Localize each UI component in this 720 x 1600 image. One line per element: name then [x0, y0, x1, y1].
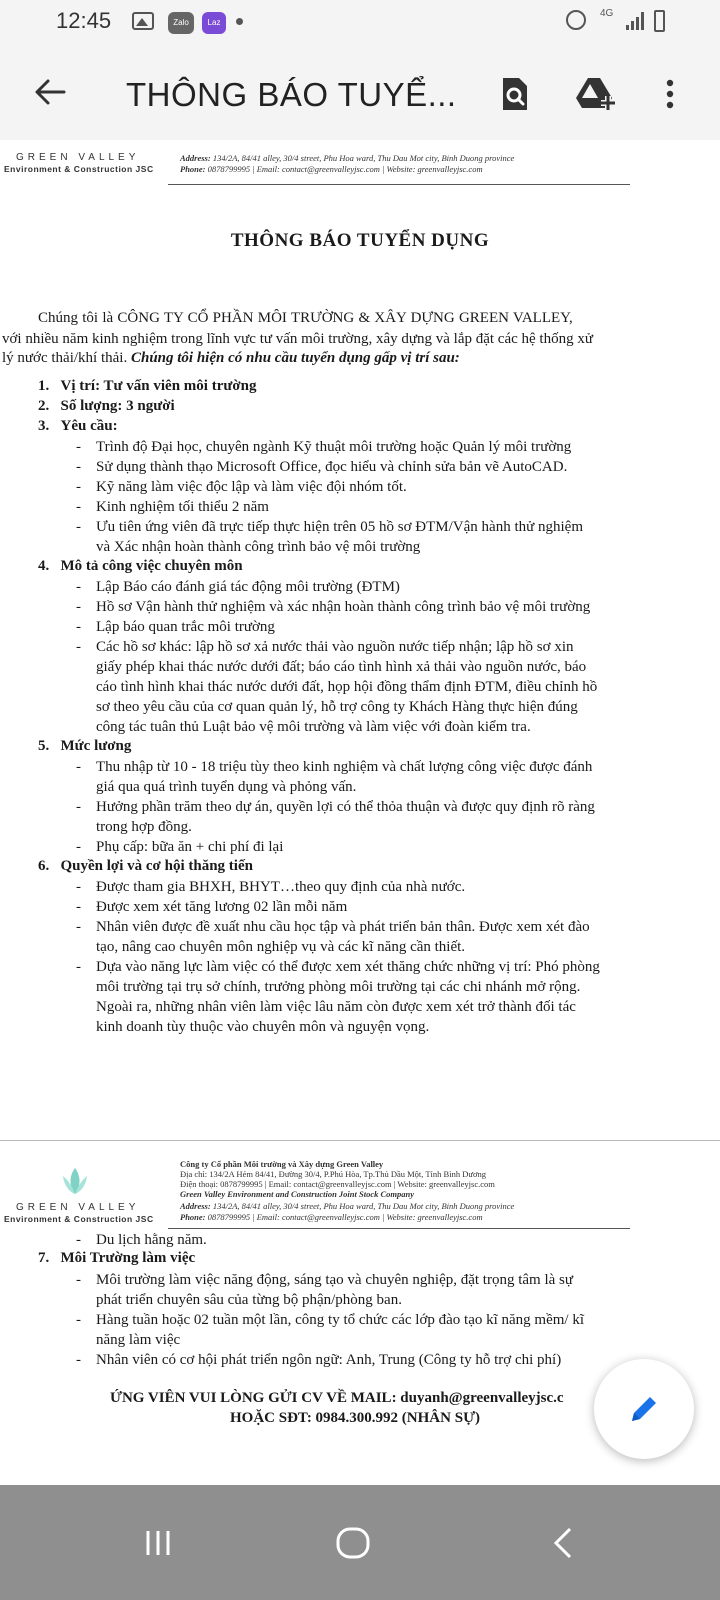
list-item: kinh doanh tùy thuộc vào chuyên môn và nguyện vọng.	[96, 1019, 430, 1035]
list-item: Nhân viên được đề xuất nhu cầu học tập và phát triển bản thân. Được xem xét đào	[96, 919, 590, 935]
bullet-dash: -	[76, 899, 81, 915]
list-item: Phụ cấp: bữa ăn + chi phí đi lại	[96, 839, 284, 855]
lazada-icon: Laz	[202, 12, 226, 34]
list-item: Trình độ Đại học, chuyên ngành Kỹ thuật môi trường hoặc Quản lý môi trường	[96, 439, 572, 455]
list-item: Sử dụng thành thạo Microsoft Office, đọc hiểu và chỉnh sửa bản vẽ AutoCAD.	[96, 459, 568, 475]
list-item: Ngoài ra, những nhân viên làm việc lâu năm còn được xem xét trở thành đối tác	[96, 999, 576, 1015]
section-heading: 7. Môi Trường làm việc	[38, 1250, 196, 1266]
list-item: Môi trường làm việc năng động, sáng tạo và chuyên nghiệp, đặt trọng tâm là sự	[96, 1272, 574, 1288]
doc-search-icon[interactable]	[494, 74, 534, 114]
page-break-divider	[0, 1140, 720, 1141]
list-item: Kinh nghiệm tối thiểu 2 năm	[96, 499, 269, 515]
document-heading: THÔNG BÁO TUYỂN DỤNG	[230, 230, 490, 251]
bullet-dash: -	[76, 479, 81, 495]
intro-line: với nhiều năm kinh nghiệm trong lĩnh vực tư vấn môi trường, xây dựng và lắp đặt các hệ thống xử	[2, 331, 593, 347]
list-item: Được xem xét tăng lương 02 lần mỗi năm	[96, 899, 348, 915]
bullet-dash: -	[76, 879, 81, 895]
list-item: Thu nhập từ 10 - 18 triệu tùy theo kinh nghiệm và chất lượng công việc được đánh	[96, 759, 593, 775]
letterhead-divider	[168, 1228, 630, 1229]
company-logo-text: GREEN VALLEY	[16, 152, 140, 163]
intro-line: lý nước thải/khí thải. Chúng tôi hiện có nhu cầu tuyển dụng gấp vị trí sau:	[2, 350, 460, 366]
list-item: Hàng tuần hoặc 02 tuần một lần, công ty tổ chức các lớp đào tạo kĩ năng mềm/ kĩ	[96, 1312, 585, 1328]
clock: 12:45	[56, 8, 112, 33]
gallery-icon	[132, 12, 154, 30]
list-item: và Xác nhận hoàn thành công trình bảo vệ môi trường	[96, 539, 421, 555]
battery-icon	[654, 10, 665, 32]
letterhead-address: Address: 134/2A, 84/41 alley, 30/4 street, Phu Hoa ward, Thu Dau Mot city, Binh Duong province	[180, 153, 515, 163]
letterhead-vn-name: Công ty Cổ phần Môi trường và Xây dựng Green Valley	[180, 1159, 384, 1169]
intro-line: Chúng tôi là CÔNG TY CỔ PHẦN MÔI TRƯỜNG & XÂY DỰNG GREEN VALLEY,	[38, 310, 573, 326]
list-item: Hưởng phần trăm theo dự án, quyền lợi có thể thỏa thuận và được quy định rõ ràng	[96, 799, 595, 815]
list-item: giấy phép khai thác nước dưới đất; báo cáo tình hình xả thải vào nguồn nước, báo	[96, 659, 587, 675]
bullet-dash: -	[76, 839, 81, 855]
document-page	[0, 140, 720, 1485]
bullet-dash: -	[76, 1312, 81, 1328]
bullet-dash: -	[76, 1232, 81, 1248]
bullet-dash: -	[76, 599, 81, 615]
zalo-icon: Zalo	[168, 12, 194, 34]
list-item: công tác tuân thủ Luật bảo vệ môi trường và làm việc với đoàn kiểm tra.	[96, 719, 531, 735]
bullet-dash: -	[76, 439, 81, 455]
list-item: Hồ sơ Vận hành thử nghiệm và xác nhận hoàn thành công trình bảo vệ môi trường	[96, 599, 591, 615]
letterhead-phone: Phone: 0878799995 | Email: contact@greenvalleyjsc.com | Website: greenvalleyjsc.com	[180, 1212, 483, 1222]
bullet-dash: -	[76, 1272, 81, 1288]
bullet-dash: -	[76, 759, 81, 775]
list-item: tạo, nâng cao chuyên môn nghiệp vụ và các kĩ năng cần thiết.	[96, 939, 466, 955]
letterhead-en-name: Green Valley Environment and Construction Joint Stock Company	[180, 1189, 415, 1199]
status-bar	[0, 0, 720, 48]
bullet-dash: -	[76, 1352, 81, 1368]
list-item: môi trường tại trụ sở chính, trưởng phòng môi trường tại các chi nhánh mở rộng.	[96, 979, 581, 995]
back-arrow-icon[interactable]	[30, 72, 70, 112]
company-logo-subtitle: Environment & Construction JSC	[4, 1214, 154, 1224]
letterhead-vn-address: Địa chỉ: 134/2A Hẻm 84/41, Đường 30/4, P.Phú Hòa, Tp.Thủ Dầu Một, Tỉnh Bình Dương	[180, 1169, 486, 1179]
section-heading: 5. Mức lương	[38, 738, 132, 754]
apply-phone-line: HOẶC SĐT: 0984.300.992 (NHÂN SỰ)	[230, 1410, 480, 1426]
recents-icon[interactable]	[136, 1521, 180, 1565]
bullet-dash: -	[76, 919, 81, 935]
back-icon[interactable]	[542, 1521, 586, 1565]
list-item: cáo tình hình khai thác nước dưới đất, họp hội đồng thẩm định ĐTM, điều chỉnh hồ	[96, 679, 598, 695]
bullet-dash: -	[76, 959, 81, 975]
section-heading: 4. Mô tả công việc chuyên môn	[38, 558, 243, 574]
bullet-dash: -	[76, 619, 81, 635]
section-heading: 6. Quyền lợi và cơ hội thăng tiến	[38, 858, 253, 874]
list-item: Lập báo quan trắc môi trường	[96, 619, 275, 635]
bullet-dash: -	[76, 459, 81, 475]
bullet-dash: -	[76, 499, 81, 515]
list-item: phát triển chuyên sâu của từng bộ phận/phòng ban.	[96, 1292, 402, 1308]
bullet-dash: -	[76, 519, 81, 535]
alarm-icon	[566, 10, 586, 30]
list-item: Du lịch hằng năm.	[96, 1232, 207, 1248]
list-item: giá qua quá trình tuyển dụng và phỏng vấn.	[96, 779, 357, 795]
more-vert-icon[interactable]	[650, 74, 690, 114]
letterhead-divider	[168, 184, 630, 185]
letterhead-vn-phone: Điện thoại: 0878799995 | Email: contact@greenvalleyjsc.com | Website: greenvalleyjsc.com	[180, 1179, 495, 1189]
edit-fab-button[interactable]	[594, 1359, 694, 1459]
list-item: Lập Báo cáo đánh giá tác động môi trường (ĐTM)	[96, 579, 400, 595]
section-heading: 1. Vị trí: Tư vấn viên môi trường	[38, 378, 257, 394]
edit-pencil-icon	[626, 1391, 662, 1427]
letterhead-phone: Phone: 0878799995 | Email: contact@greenvalleyjsc.com | Website: greenvalleyjsc.com	[180, 164, 483, 174]
section-heading: 2. Số lượng: 3 người	[38, 398, 175, 414]
list-item: sơ theo yêu cầu của cơ quan quản lý, hỗ trợ công ty Khách Hàng thực hiện đúng	[96, 699, 578, 715]
network-type: 4G	[600, 8, 614, 19]
document-title: THÔNG BÁO TUYỂ...	[126, 76, 457, 113]
list-item: Ưu tiên ứng viên đã trực tiếp thực hiện trên 05 hồ sơ ĐTM/Vận hành thử nghiệm	[96, 519, 583, 535]
list-item: Các hồ sơ khác: lập hồ sơ xả nước thải vào nguồn nước tiếp nhận; lập hồ sơ xin	[96, 639, 574, 655]
list-item: Được tham gia BHXH, BHYT…theo quy định của nhà nước.	[96, 879, 466, 895]
list-item: trong hợp đồng.	[96, 819, 192, 835]
company-logo-subtitle: Environment & Construction JSC	[4, 164, 154, 174]
list-item: năng làm việc	[96, 1332, 181, 1348]
notification-dot-icon	[236, 18, 243, 25]
drive-add-icon[interactable]	[574, 74, 614, 114]
list-item: Nhân viên có cơ hội phát triển ngôn ngữ: Anh, Trung (Công ty hỗ trợ chi phí)	[96, 1352, 562, 1368]
bullet-dash: -	[76, 579, 81, 595]
bullet-dash: -	[76, 799, 81, 815]
bullet-dash: -	[76, 639, 81, 655]
signal-icon	[626, 12, 644, 30]
company-logo-text: GREEN VALLEY	[16, 1202, 140, 1213]
company-logo-icon	[60, 1166, 90, 1196]
section-heading: 3. Yêu cầu:	[38, 418, 118, 434]
letterhead-address: Address: 134/2A, 84/41 alley, 30/4 street, Phu Hoa ward, Thu Dau Mot city, Binh Duong province	[180, 1201, 515, 1211]
list-item: Dựa vào năng lực làm việc có thể được xem xét thăng chức những vị trí: Phó phòng	[96, 959, 600, 975]
home-icon[interactable]	[332, 1521, 376, 1565]
apply-email-line: ỨNG VIÊN VUI LÒNG GỬI CV VỀ MAIL: duyanh@greenvalleyjsc.c	[110, 1390, 564, 1406]
list-item: Kỹ năng làm việc độc lập và làm việc đội nhóm tốt.	[96, 479, 407, 495]
system-nav-bar	[0, 1485, 720, 1600]
app-bar	[0, 48, 720, 140]
